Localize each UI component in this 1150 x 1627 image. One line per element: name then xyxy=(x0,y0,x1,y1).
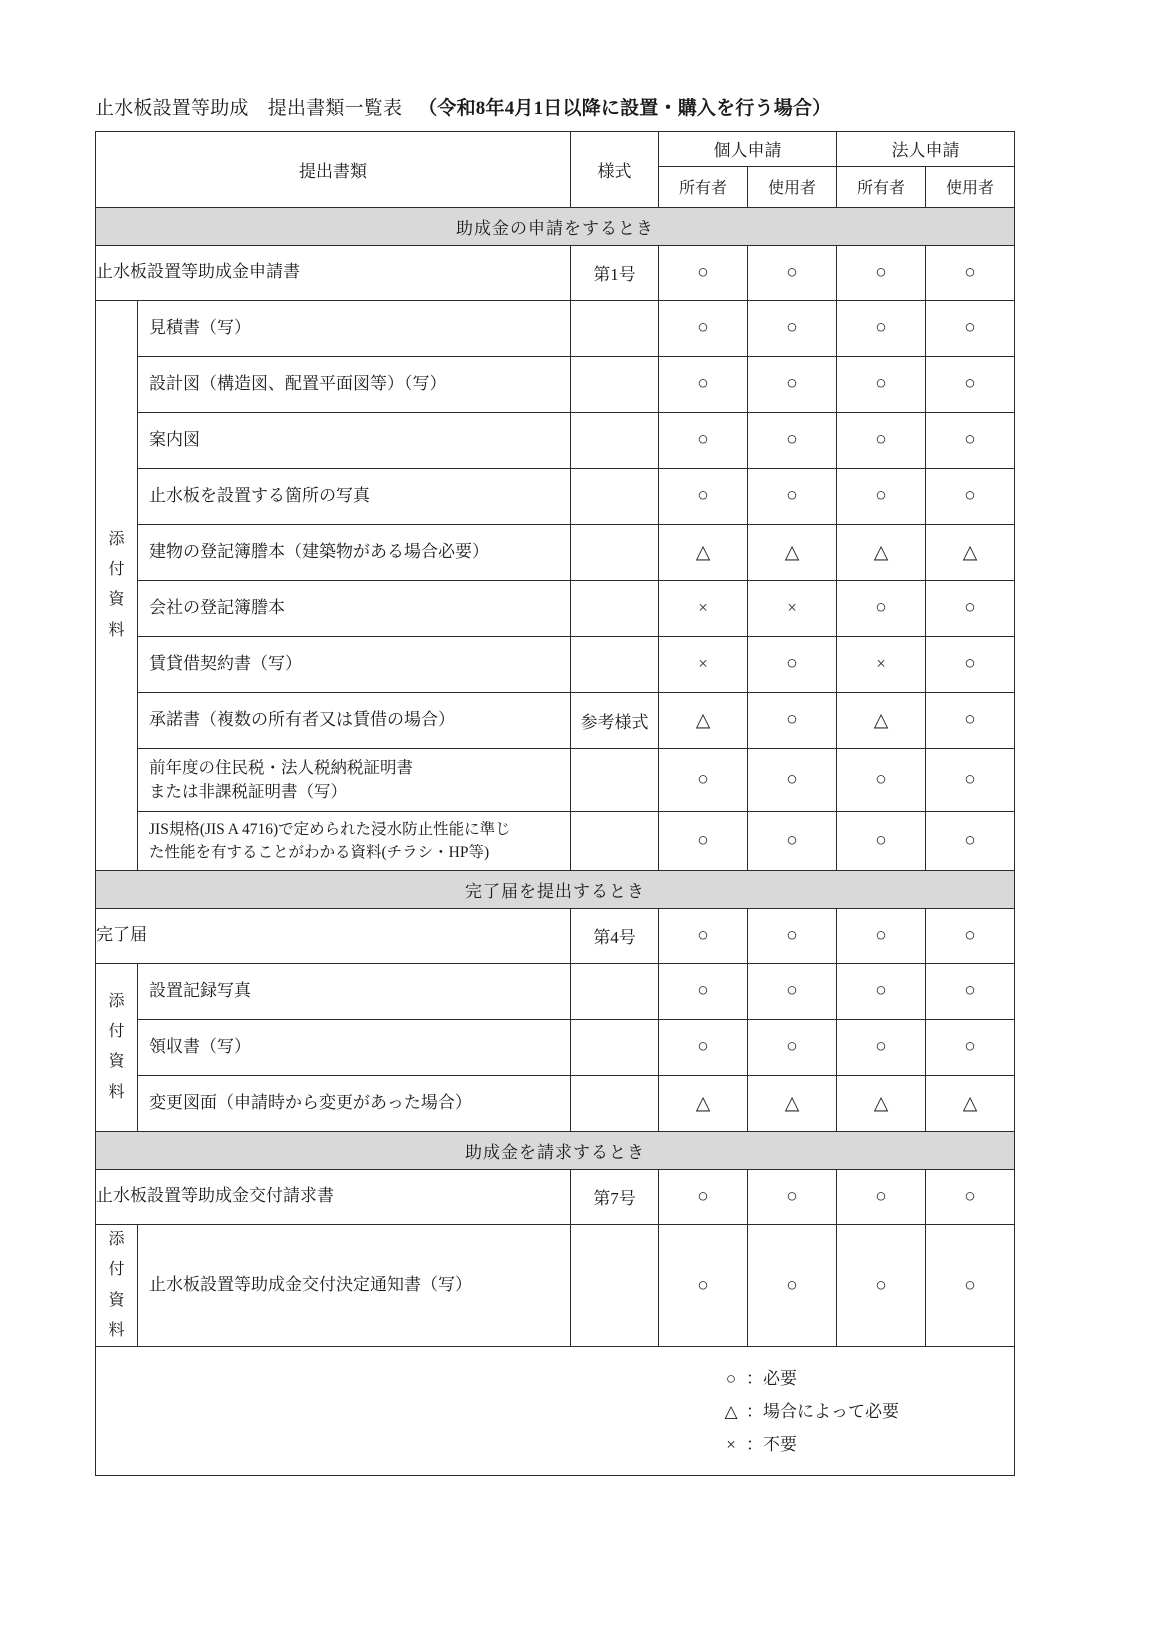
row-form-number: 第1号 xyxy=(571,245,659,300)
cross-icon: × xyxy=(726,1434,736,1454)
circle-icon: ○ xyxy=(725,1368,737,1388)
row-form-number xyxy=(571,1075,659,1131)
row-mark-corporate-user: ○ xyxy=(926,356,1015,412)
row-document-name: 止水板設置等助成金交付決定通知書（写） xyxy=(138,1224,571,1347)
row-mark-individual-user: ○ xyxy=(748,468,837,524)
row-mark-corporate-owner: △ xyxy=(837,524,926,580)
row-mark-corporate-user: ○ xyxy=(926,1224,1015,1347)
row-form-number: 第4号 xyxy=(571,908,659,963)
row-document-name: 変更図面（申請時から変更があった場合） xyxy=(138,1075,571,1131)
row-mark-individual-owner: × xyxy=(659,580,748,636)
attachment-label-char-2: 付 xyxy=(108,1022,125,1040)
row-mark-corporate-owner: ○ xyxy=(837,811,926,870)
legend-item-required xyxy=(716,1362,1014,1395)
legend-text-conditional: ：場合によって必要 xyxy=(746,1401,899,1421)
row-mark-individual-user: ○ xyxy=(748,1019,837,1075)
header-individual-user: 使用者 xyxy=(748,166,837,207)
row-mark-corporate-user: ○ xyxy=(926,1169,1015,1224)
row-document-line-2: た性能を有することがわかる資料(チラシ・HP等) xyxy=(149,843,490,861)
table-header-row-1 xyxy=(96,131,1015,166)
row-document-name: 会社の登記簿謄本 xyxy=(138,580,571,636)
row-mark-individual-owner: ○ xyxy=(659,1019,748,1075)
header-form-column: 様式 xyxy=(571,131,659,207)
row-mark-corporate-user: ○ xyxy=(926,908,1015,963)
attachment-label-char-2: 付 xyxy=(108,560,125,578)
row-mark-corporate-owner: ○ xyxy=(837,908,926,963)
legend-item-not-required xyxy=(716,1428,1014,1461)
attachment-label-char-2: 付 xyxy=(108,1261,125,1279)
row-mark-corporate-owner: ○ xyxy=(837,1224,926,1347)
row-mark-individual-owner: ○ xyxy=(659,1224,748,1347)
row-document-name: 見積書（写） xyxy=(138,300,571,356)
row-mark-corporate-user: ○ xyxy=(926,811,1015,870)
row-mark-corporate-user: ○ xyxy=(926,692,1015,748)
row-mark-corporate-user: ○ xyxy=(926,580,1015,636)
row-mark-individual-owner: ○ xyxy=(659,963,748,1019)
row-mark-corporate-user: ○ xyxy=(926,412,1015,468)
row-document-name: 止水板設置等助成金交付請求書 xyxy=(96,1169,571,1224)
row-mark-individual-user: ○ xyxy=(748,1169,837,1224)
section-title-claim: 助成金を請求するとき xyxy=(96,1131,1015,1169)
row-mark-individual-user: ○ xyxy=(748,908,837,963)
row-mark-individual-user: ○ xyxy=(748,692,837,748)
table-row xyxy=(96,356,1015,412)
section-title-completion: 完了届を提出するとき xyxy=(96,870,1015,908)
row-mark-individual-user: △ xyxy=(748,1075,837,1131)
row-mark-individual-user: × xyxy=(748,580,837,636)
row-mark-corporate-owner: ○ xyxy=(837,1169,926,1224)
row-mark-individual-user: △ xyxy=(748,524,837,580)
table-row xyxy=(96,1019,1015,1075)
table-row xyxy=(96,1224,1015,1347)
row-form-number xyxy=(571,468,659,524)
row-document-name: 設置記録写真 xyxy=(138,963,571,1019)
row-mark-individual-user: ○ xyxy=(748,811,837,870)
row-mark-corporate-user: ○ xyxy=(926,748,1015,811)
row-mark-corporate-user: ○ xyxy=(926,1019,1015,1075)
row-document-name: 承諾書（複数の所有者又は賃借の場合） xyxy=(138,692,571,748)
attachment-section-label xyxy=(96,963,138,1131)
attachment-label-char-4: 料 xyxy=(108,1083,125,1101)
row-mark-corporate-owner: △ xyxy=(837,1075,926,1131)
row-mark-corporate-user: △ xyxy=(926,524,1015,580)
row-form-number xyxy=(571,356,659,412)
section-band-row xyxy=(96,1131,1015,1169)
row-mark-individual-user: ○ xyxy=(748,356,837,412)
row-mark-individual-owner: ○ xyxy=(659,908,748,963)
row-mark-individual-owner: ○ xyxy=(659,412,748,468)
row-mark-corporate-owner: ○ xyxy=(837,468,926,524)
row-form-number xyxy=(571,412,659,468)
row-mark-individual-user: ○ xyxy=(748,963,837,1019)
row-mark-corporate-user: ○ xyxy=(926,963,1015,1019)
table-row xyxy=(96,1169,1015,1224)
table-row xyxy=(96,908,1015,963)
document-page xyxy=(95,0,1014,1476)
legend-text-not-required: ：不要 xyxy=(746,1434,797,1454)
header-group-corporate: 法人申請 xyxy=(837,131,1015,166)
attachment-label-char-3: 資 xyxy=(108,1291,125,1309)
row-document-name xyxy=(138,748,571,811)
legend-item-conditional xyxy=(716,1395,1014,1428)
row-form-number: 参考様式 xyxy=(571,692,659,748)
table-row xyxy=(96,636,1015,692)
row-form-number xyxy=(571,811,659,870)
row-document-line-1: JIS規格(JIS A 4716)で定められた浸水防止性能に準じ xyxy=(149,820,511,838)
table-row xyxy=(96,1075,1015,1131)
row-mark-corporate-owner: △ xyxy=(837,692,926,748)
table-row xyxy=(96,245,1015,300)
row-form-number xyxy=(571,524,659,580)
header-document-column: 提出書類 xyxy=(96,131,571,207)
row-document-name: 案内図 xyxy=(138,412,571,468)
row-document-line-2: または非課税証明書（写） xyxy=(149,781,347,801)
table-row xyxy=(96,580,1015,636)
row-mark-corporate-owner: × xyxy=(837,636,926,692)
row-mark-corporate-owner: ○ xyxy=(837,412,926,468)
row-mark-individual-owner: × xyxy=(659,636,748,692)
attachment-label-char-4: 料 xyxy=(108,621,125,639)
attachment-label-char-1: 添 xyxy=(108,530,125,548)
table-row xyxy=(96,811,1015,870)
table-row xyxy=(96,963,1015,1019)
header-group-individual: 個人申請 xyxy=(659,131,837,166)
table-row xyxy=(96,524,1015,580)
attachment-section-label xyxy=(96,1224,138,1347)
row-document-line-1: 前年度の住民税・法人税納税証明書 xyxy=(149,757,413,777)
row-mark-corporate-owner: ○ xyxy=(837,356,926,412)
row-mark-corporate-user: ○ xyxy=(926,300,1015,356)
row-mark-individual-owner: ○ xyxy=(659,748,748,811)
row-mark-individual-owner: △ xyxy=(659,524,748,580)
row-mark-individual-owner: ○ xyxy=(659,811,748,870)
page-title xyxy=(95,98,1014,121)
header-corporate-user: 使用者 xyxy=(926,166,1015,207)
header-individual-owner: 所有者 xyxy=(659,166,748,207)
row-document-name xyxy=(138,811,571,870)
row-mark-corporate-owner: ○ xyxy=(837,748,926,811)
attachment-label-char-3: 資 xyxy=(108,591,125,609)
row-mark-individual-user: ○ xyxy=(748,1224,837,1347)
row-document-name: 止水板を設置する箇所の写真 xyxy=(138,468,571,524)
legend-row-container xyxy=(96,1347,1015,1476)
row-mark-corporate-owner: ○ xyxy=(837,1019,926,1075)
row-mark-individual-owner: ○ xyxy=(659,1169,748,1224)
attachment-label-char-4: 料 xyxy=(108,1321,125,1339)
row-mark-individual-user: ○ xyxy=(748,748,837,811)
table-row xyxy=(96,412,1015,468)
row-mark-corporate-owner: ○ xyxy=(837,300,926,356)
row-document-name: 設計図（構造図、配置平面図等）（写） xyxy=(138,356,571,412)
row-form-number: 第7号 xyxy=(571,1169,659,1224)
row-mark-individual-user: ○ xyxy=(748,412,837,468)
row-mark-individual-owner: △ xyxy=(659,692,748,748)
header-corporate-owner: 所有者 xyxy=(837,166,926,207)
row-form-number xyxy=(571,580,659,636)
row-mark-individual-owner: ○ xyxy=(659,468,748,524)
row-form-number xyxy=(571,1224,659,1347)
row-document-name: 止水板設置等助成金申請書 xyxy=(96,245,571,300)
row-document-name: 賃貸借契約書（写） xyxy=(138,636,571,692)
row-mark-corporate-user: ○ xyxy=(926,245,1015,300)
row-mark-corporate-user: ○ xyxy=(926,468,1015,524)
row-document-name: 完了届 xyxy=(96,908,571,963)
section-title-application: 助成金の申請をするとき xyxy=(96,207,1015,245)
row-mark-corporate-owner: ○ xyxy=(837,963,926,1019)
row-form-number xyxy=(571,1019,659,1075)
legend-text-required: ：必要 xyxy=(746,1368,797,1388)
row-mark-individual-user: ○ xyxy=(748,245,837,300)
row-form-number xyxy=(571,748,659,811)
section-band-row xyxy=(96,870,1015,908)
table-row xyxy=(96,692,1015,748)
row-mark-individual-user: ○ xyxy=(748,636,837,692)
row-mark-corporate-owner: ○ xyxy=(837,580,926,636)
row-mark-individual-owner: ○ xyxy=(659,245,748,300)
row-mark-corporate-owner: ○ xyxy=(837,245,926,300)
attachment-section-label xyxy=(96,300,138,870)
row-mark-individual-owner: △ xyxy=(659,1075,748,1131)
row-form-number xyxy=(571,963,659,1019)
row-document-name: 領収書（写） xyxy=(138,1019,571,1075)
table-row xyxy=(96,748,1015,811)
legend-block xyxy=(96,1347,1015,1476)
row-form-number xyxy=(571,636,659,692)
table-row xyxy=(96,300,1015,356)
row-form-number xyxy=(571,300,659,356)
triangle-icon: △ xyxy=(724,1401,738,1421)
row-mark-corporate-user: △ xyxy=(926,1075,1015,1131)
table-row xyxy=(96,468,1015,524)
submission-documents-table xyxy=(95,131,1015,1477)
page-title-note: （令和8年4月1日以降に設置・購入を行う場合） xyxy=(418,98,832,119)
row-document-name: 建物の登記簿謄本（建築物がある場合必要） xyxy=(138,524,571,580)
row-mark-individual-owner: ○ xyxy=(659,300,748,356)
attachment-label-char-3: 資 xyxy=(108,1053,125,1071)
attachment-label-char-1: 添 xyxy=(108,1230,125,1248)
row-mark-individual-owner: ○ xyxy=(659,356,748,412)
row-mark-individual-user: ○ xyxy=(748,300,837,356)
page-title-main: 止水板設置等助成 提出書類一覧表 xyxy=(95,98,403,119)
attachment-label-char-1: 添 xyxy=(108,992,125,1010)
section-band-row xyxy=(96,207,1015,245)
row-mark-corporate-user: ○ xyxy=(926,636,1015,692)
